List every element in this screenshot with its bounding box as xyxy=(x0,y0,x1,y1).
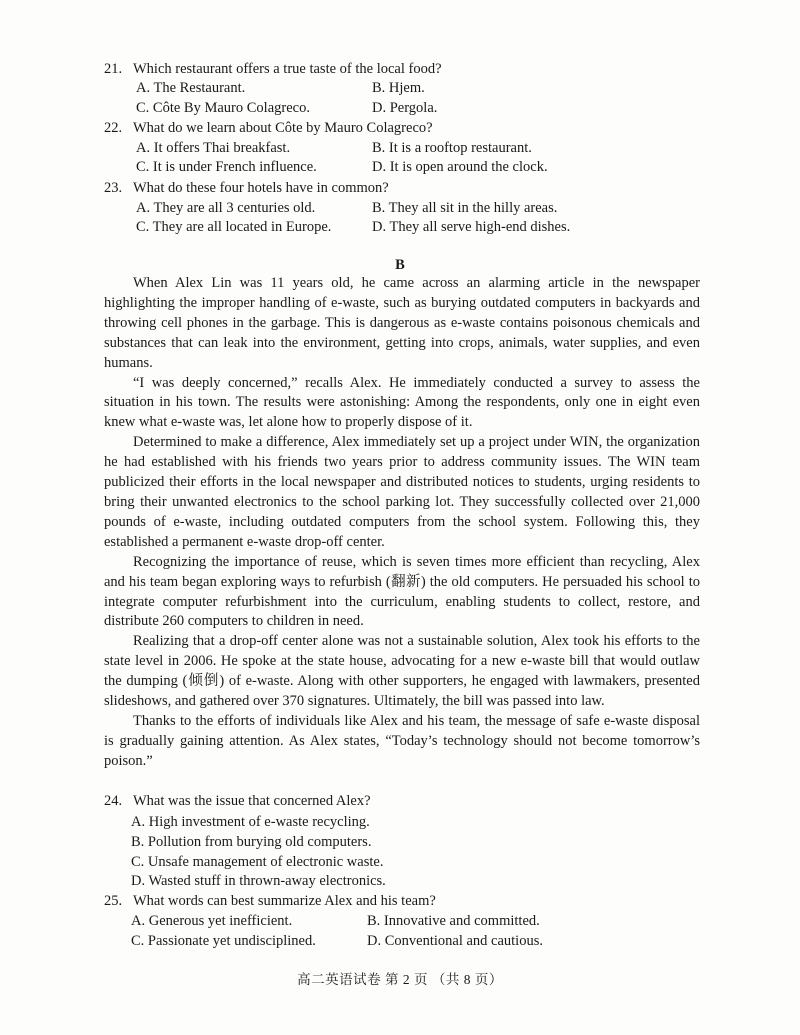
question-stem: What words can best summarize Alex and his team? xyxy=(133,893,436,909)
page-footer: 高二英语试卷 第 2 页 （共 8 页） xyxy=(297,972,503,987)
question-number: 22. xyxy=(104,120,123,136)
option-a: A. Generous yet inefficient. xyxy=(131,913,293,929)
option-c: C. Passionate yet undisciplined. xyxy=(131,933,316,949)
question-number: 25. xyxy=(104,893,123,909)
section-title: B xyxy=(395,257,405,273)
option-d: D. It is open around the clock. xyxy=(372,159,548,175)
question-stem: What was the issue that concerned Alex? xyxy=(133,793,371,809)
option-b: B. They all sit in the hilly areas. xyxy=(372,200,558,216)
passage-paragraph: Thanks to the efforts of individuals like Alex and his team, the message of safe e-waste disposal is gradually gaining attention. As Alex states, “Today’s technology should not become tomorrow’s poison.” xyxy=(104,712,700,769)
question-stem: What do we learn about Côte by Mauro Colagreco? xyxy=(133,120,433,136)
option-b: B. It is a rooftop restaurant. xyxy=(372,140,532,156)
option-d: D. Pergola. xyxy=(372,100,438,116)
question-number: 24. xyxy=(104,793,123,809)
passage-paragraph: Determined to make a difference, Alex immediately set up a project under WIN, the organization he had established with his friends two years prior to address community issues. The WIN team publicized their efforts in the local newspaper and distributed notices to students, urging residents to bring their unwanted electronics to the school parking lot. They successfully collected over 21,000 pounds of e-waste, including outdated computers from the school system. Following this, they established a permanent e-waste drop-off center. xyxy=(104,434,700,550)
option-c: C. Côte By Mauro Colagreco. xyxy=(136,100,310,116)
option-b: B. Pollution from burying old computers. xyxy=(131,834,372,850)
option-b: B. Hjem. xyxy=(372,80,425,96)
option-c: C. Unsafe management of electronic waste. xyxy=(131,854,384,870)
option-c: C. They are all located in Europe. xyxy=(136,219,332,235)
option-d: D. Wasted stuff in thrown-away electronics. xyxy=(131,873,386,889)
option-d: D. They all serve high-end dishes. xyxy=(372,219,571,235)
question-stem: What do these four hotels have in common? xyxy=(133,180,389,196)
option-a: A. The Restaurant. xyxy=(136,80,246,96)
reading-passage xyxy=(104,274,700,772)
passage-paragraph: Recognizing the importance of reuse, which is seven times more efficient than recycling, Alex and his team began exploring ways to refurbish (翻新) the old computers. He persuaded his school to integrate computer refurbishment into the curriculum, enabling students to collect, restore, and distribute 260 computers to children in need. xyxy=(104,553,700,630)
question-stem: Which restaurant offers a true taste of the local food? xyxy=(133,61,442,77)
question-number: 23. xyxy=(104,180,123,196)
option-a: A. It offers Thai breakfast. xyxy=(136,140,291,156)
option-d: D. Conventional and cautious. xyxy=(367,933,543,949)
option-a: A. High investment of e-waste recycling. xyxy=(131,814,370,830)
question-number: 21. xyxy=(104,61,123,77)
passage-paragraph: “I was deeply concerned,” recalls Alex. He immediately conducted a survey to assess the situation in his town. The results were astonishing: Among the respondents, only one in eight even knew what e-waste was, let alone how to properly dispose of it. xyxy=(104,374,700,431)
passage-paragraph: When Alex Lin was 11 years old, he came across an alarming article in the newspaper highlighting the improper handling of e-waste, such as burying outdated computers in backyards and throwing cell phones in the garbage. This is dangerous as e-waste contains poisonous chemicals and substances that can leak into the environment, getting into crops, animals, water supplies, and even humans. xyxy=(104,275,700,371)
option-c: C. It is under French influence. xyxy=(136,159,317,175)
passage-paragraph: Realizing that a drop-off center alone was not a sustainable solution, Alex took his efforts to the state level in 2006. He spoke at the state house, advocating for a new e-waste bill that would outlaw the dumping (倾倒) of e-waste. Along with other supporters, he engaged with lawmakers, presented slideshows, and gathered over 370 signatures. Ultimately, the bill was passed into law. xyxy=(104,633,700,710)
option-a: A. They are all 3 centuries old. xyxy=(136,200,316,216)
option-b: B. Innovative and committed. xyxy=(367,913,540,929)
